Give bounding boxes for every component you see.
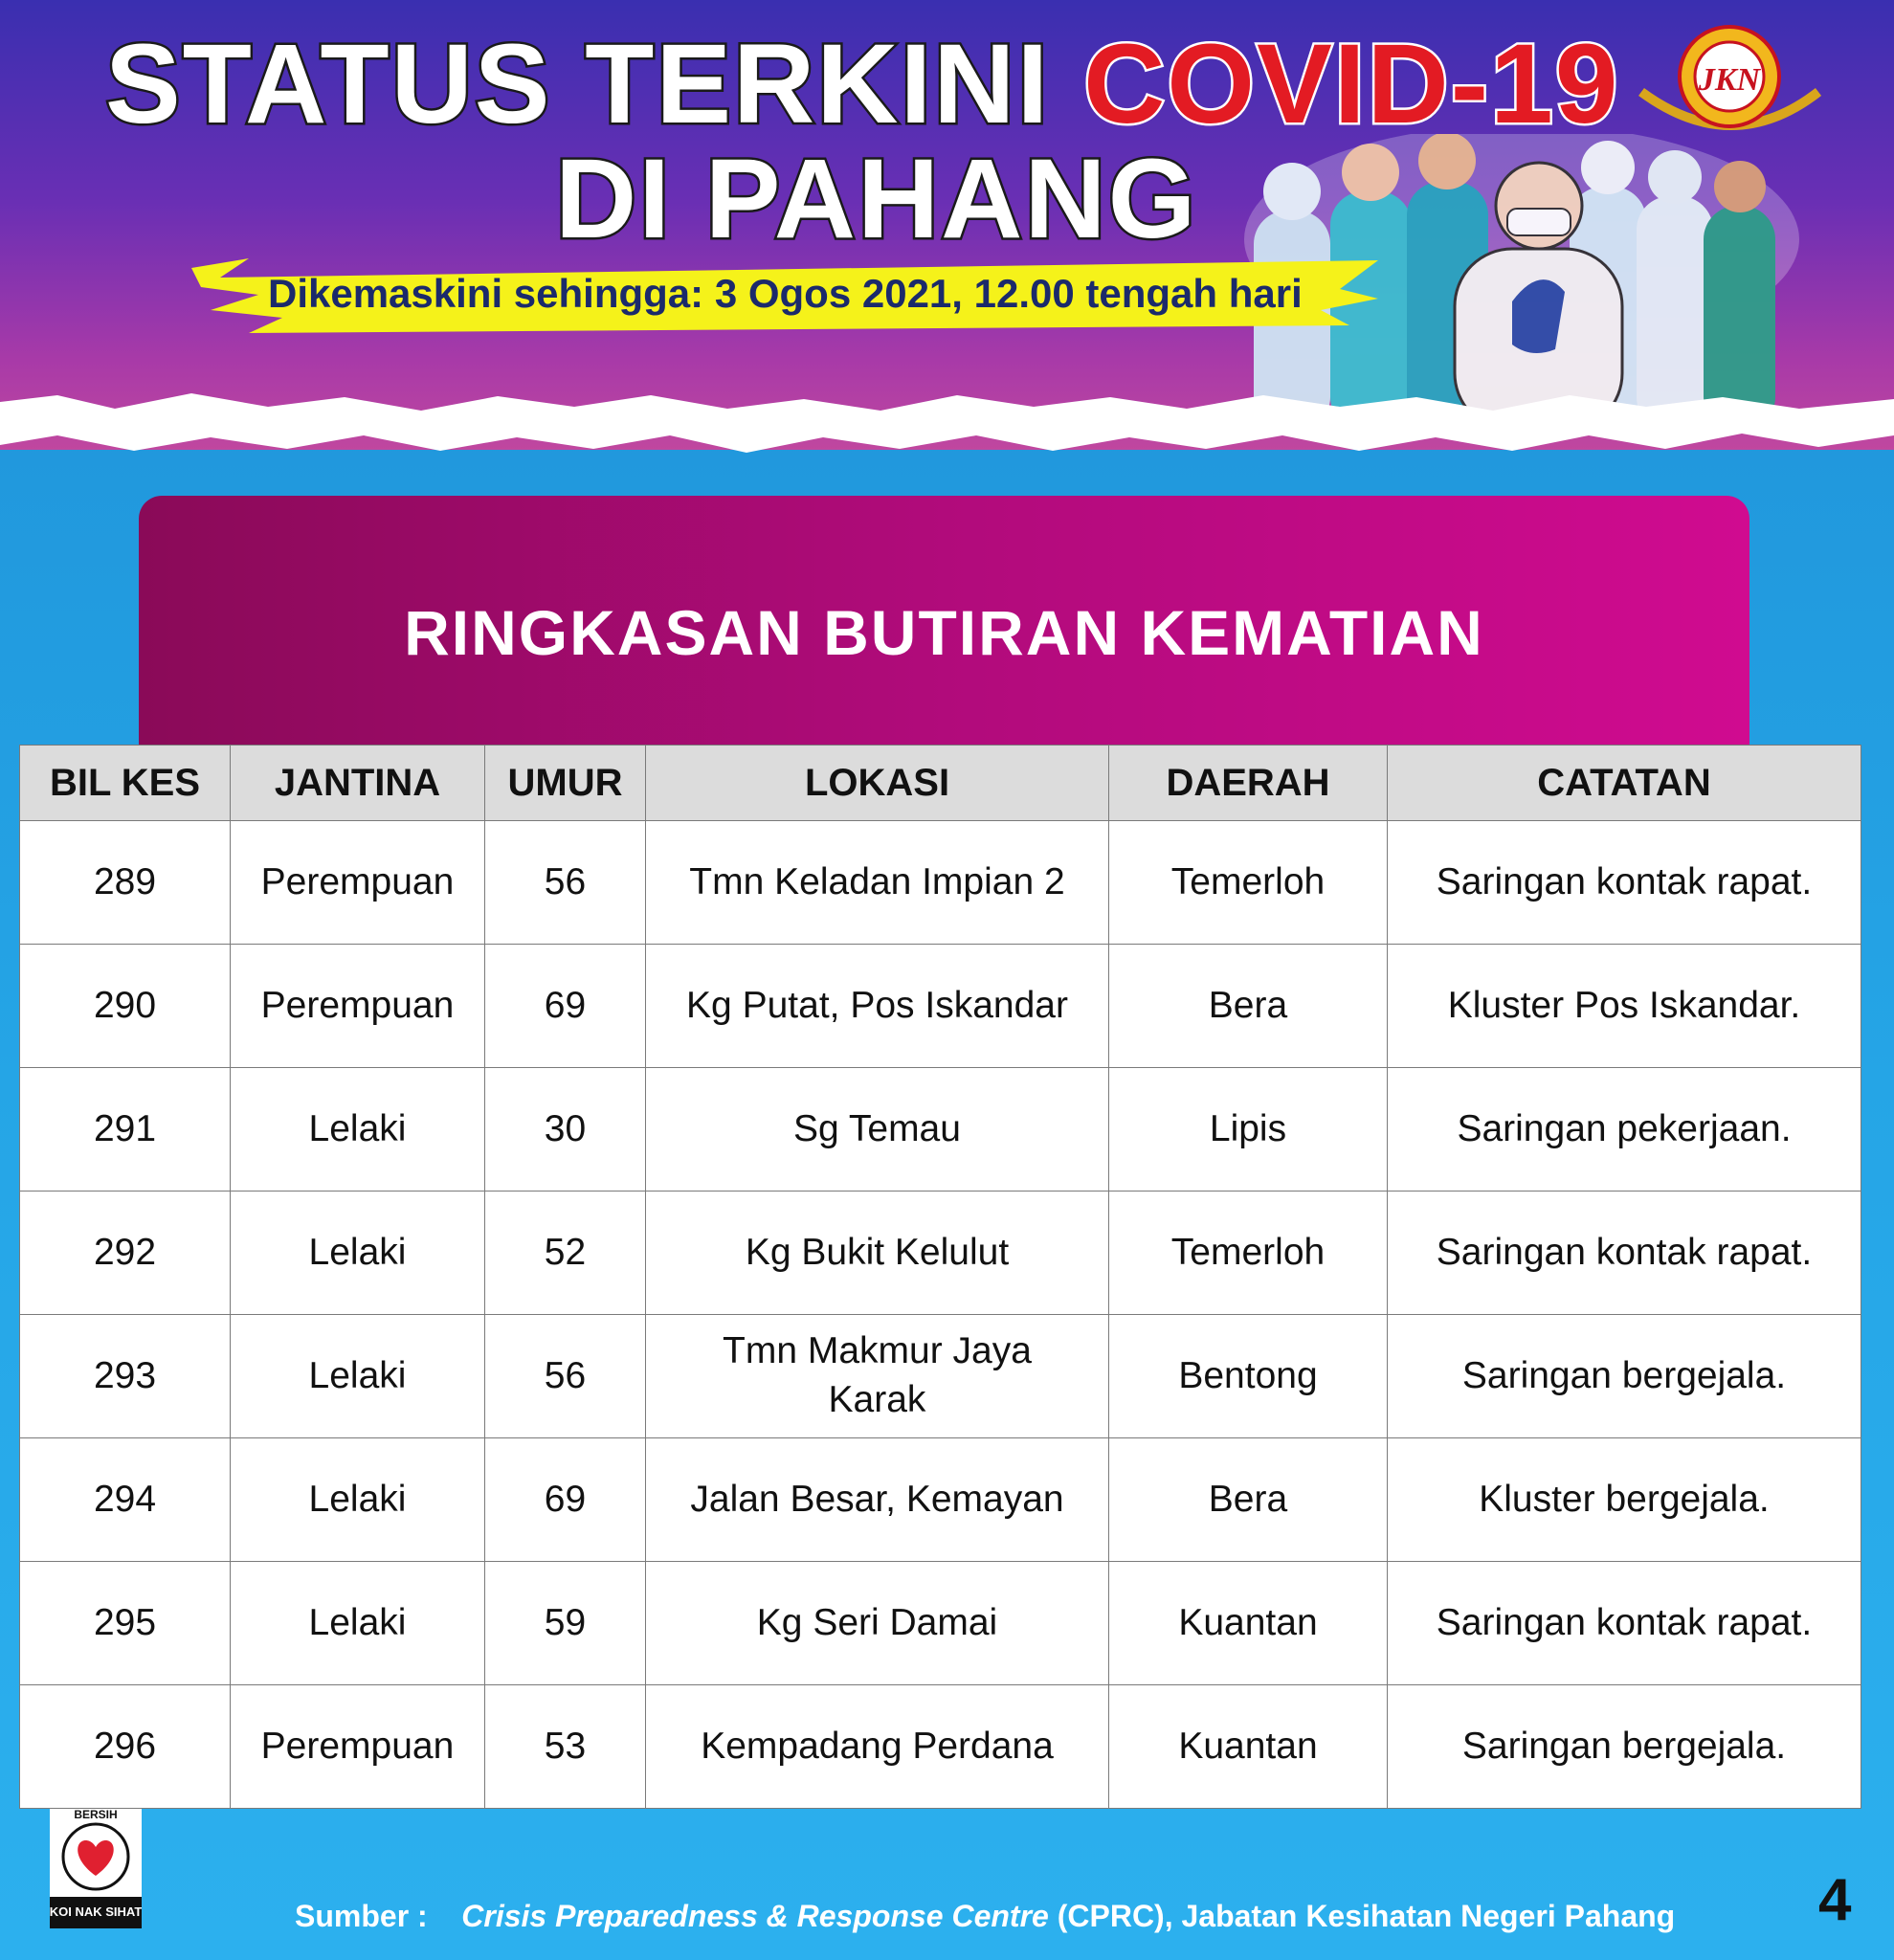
cell-location: Kg Seri Damai [646, 1562, 1109, 1685]
table-row [20, 1315, 1861, 1438]
cell-district: Bentong [1109, 1315, 1388, 1438]
cell-gender: Lelaki [231, 1068, 485, 1192]
cell-age: 56 [485, 821, 646, 945]
koi-nak-sihat-logo [50, 1809, 142, 1928]
table-row [20, 1438, 1861, 1562]
cell-case-number: 294 [20, 1438, 231, 1562]
main-title [105, 19, 1619, 149]
cell-district: Kuantan [1109, 1685, 1388, 1809]
main-title-covid: COVID-19 [1083, 21, 1620, 147]
jkn-logo [1632, 17, 1828, 132]
table-row [20, 945, 1861, 1068]
header-district: DAERAH [1109, 746, 1388, 821]
cell-district: Bera [1109, 1438, 1388, 1562]
cell-notes: Saringan kontak rapat. [1388, 1192, 1861, 1315]
cell-age: 30 [485, 1068, 646, 1192]
death-summary-table [19, 745, 1861, 1809]
table-row [20, 821, 1861, 945]
torn-paper-edge [0, 388, 1894, 479]
cell-location: Kg Putat, Pos Iskandar [646, 945, 1109, 1068]
section-title: RINGKASAN BUTIRAN KEMATIAN [404, 597, 1484, 668]
cell-gender: Lelaki [231, 1315, 485, 1438]
cell-case-number: 291 [20, 1068, 231, 1192]
cell-location: Kempadang Perdana [646, 1685, 1109, 1809]
section-title-card [139, 496, 1749, 745]
cell-notes: Saringan pekerjaan. [1388, 1068, 1861, 1192]
cell-notes: Kluster bergejala. [1388, 1438, 1861, 1562]
cell-district: Kuantan [1109, 1562, 1388, 1685]
cell-case-number: 292 [20, 1192, 231, 1315]
cell-notes: Saringan kontak rapat. [1388, 1562, 1861, 1685]
cell-age: 56 [485, 1315, 646, 1438]
cell-district: Temerloh [1109, 1192, 1388, 1315]
cell-notes: Saringan bergejala. [1388, 1685, 1861, 1809]
table-row [20, 1192, 1861, 1315]
cell-gender: Perempuan [231, 821, 485, 945]
cell-location: Sg Temau [646, 1068, 1109, 1192]
header-age: UMUR [485, 746, 646, 821]
source-organisation: Crisis Preparedness & Response Centre [461, 1899, 1049, 1933]
cell-location: Tmn Keladan Impian 2 [646, 821, 1109, 945]
cell-notes: Kluster Pos Iskandar. [1388, 945, 1861, 1068]
cell-case-number: 289 [20, 821, 231, 945]
cell-gender: Lelaki [231, 1562, 485, 1685]
cell-gender: Perempuan [231, 1685, 485, 1809]
cell-age: 52 [485, 1192, 646, 1315]
main-title-status: STATUS TERKINI [105, 21, 1084, 147]
source-credit [295, 1899, 1675, 1934]
cell-district: Lipis [1109, 1068, 1388, 1192]
header-gender: JANTINA [231, 746, 485, 821]
cell-case-number: 290 [20, 945, 231, 1068]
cell-location: Jalan Besar, Kemayan [646, 1438, 1109, 1562]
cell-notes: Saringan bergejala. [1388, 1315, 1861, 1438]
cell-case-number: 293 [20, 1315, 231, 1438]
koi-nak-sihat-logo-bottom: KOI NAK SIHAT [50, 1904, 142, 1919]
cell-case-number: 295 [20, 1562, 231, 1685]
cell-gender: Perempuan [231, 945, 485, 1068]
cell-case-number: 296 [20, 1685, 231, 1809]
header-notes: CATATAN [1388, 746, 1861, 821]
cell-age: 69 [485, 1438, 646, 1562]
table-header-row [20, 746, 1861, 821]
cell-notes: Saringan kontak rapat. [1388, 821, 1861, 945]
cell-gender: Lelaki [231, 1438, 485, 1562]
source-rest: (CPRC), Jabatan Kesihatan Negeri Pahang [1048, 1899, 1676, 1933]
cell-age: 69 [485, 945, 646, 1068]
cell-location: Tmn Makmur Jaya Karak [646, 1315, 1109, 1438]
table-row [20, 1685, 1861, 1809]
table-row [20, 1562, 1861, 1685]
updated-text: Dikemaskini sehingga: 3 Ogos 2021, 12.00 tengah hari [268, 271, 1303, 316]
jkn-logo-letters: JKN [1698, 62, 1761, 98]
koi-nak-sihat-logo-top: BERSIH [74, 1809, 118, 1821]
cell-age: 59 [485, 1562, 646, 1685]
page-number: 4 [1818, 1867, 1852, 1933]
cell-age: 53 [485, 1685, 646, 1809]
main-title-location: DI PAHANG [555, 136, 1198, 262]
source-label: Sumber : [295, 1899, 428, 1933]
cell-location: Kg Bukit Kelulut [646, 1192, 1109, 1315]
cell-district: Temerloh [1109, 821, 1388, 945]
header-case-number: BIL KES [20, 746, 231, 821]
cell-gender: Lelaki [231, 1192, 485, 1315]
header-banner [0, 0, 1894, 450]
header-location: LOKASI [646, 746, 1109, 821]
cell-district: Bera [1109, 945, 1388, 1068]
table-row [20, 1068, 1861, 1192]
